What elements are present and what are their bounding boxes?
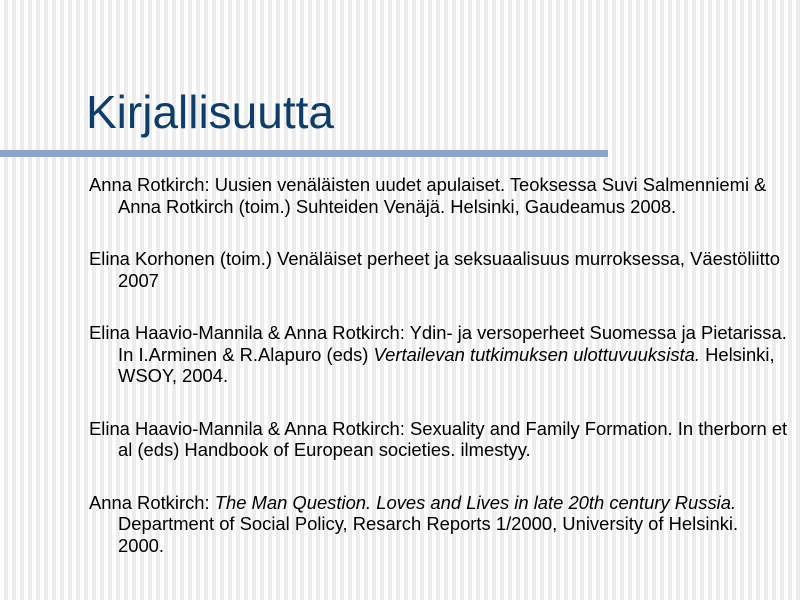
reference-item xyxy=(89,418,789,461)
reference-italic-title: Vertailevan tutkimuksen ulottuvuuksista. xyxy=(373,343,700,365)
reference-text-tail: Department of Social Policy, Resarch Reports 1/2000, University of Helsinki. 2000. xyxy=(118,513,739,556)
reference-text: Elina Haavio-Mannila & Anna Rotkirch: Sexuality and Family Formation. In therborn et al (eds) Handbook of European societies. ilmestyy. xyxy=(89,417,788,460)
reference-text: Anna Rotkirch: Uusien venäläisten uudet apulaiset. Teoksessa Suvi Salmenniemi & Anna Rotkirch (toim.) Suhteiden Venäjä. Helsinki, Gaudeamus 2008. xyxy=(89,174,767,217)
reference-item xyxy=(89,322,789,387)
reference-text: Anna Rotkirch: xyxy=(89,491,215,513)
reference-item xyxy=(89,492,789,557)
reference-text-tail: Helsinki, WSOY, 2004. xyxy=(118,343,775,386)
reference-italic-title: The Man Question. Loves and Lives in late 20th century Russia. xyxy=(214,491,737,513)
title-underline-rule xyxy=(0,150,608,157)
slide-title: Kirjallisuutta xyxy=(86,86,334,138)
reference-item xyxy=(89,248,789,291)
reference-item xyxy=(89,174,789,217)
reference-list xyxy=(89,174,789,556)
reference-text: Elina Haavio-Mannila & Anna Rotkirch: Ydin- ja versoperheet Suomessa ja Pietarissa. In I.Arminen & R.Alapuro (eds) xyxy=(89,322,787,365)
reference-text: Elina Korhonen (toim.) Venäläiset perheet ja seksuaalisuus murroksessa, Väestöliitto 2007 xyxy=(89,248,781,291)
